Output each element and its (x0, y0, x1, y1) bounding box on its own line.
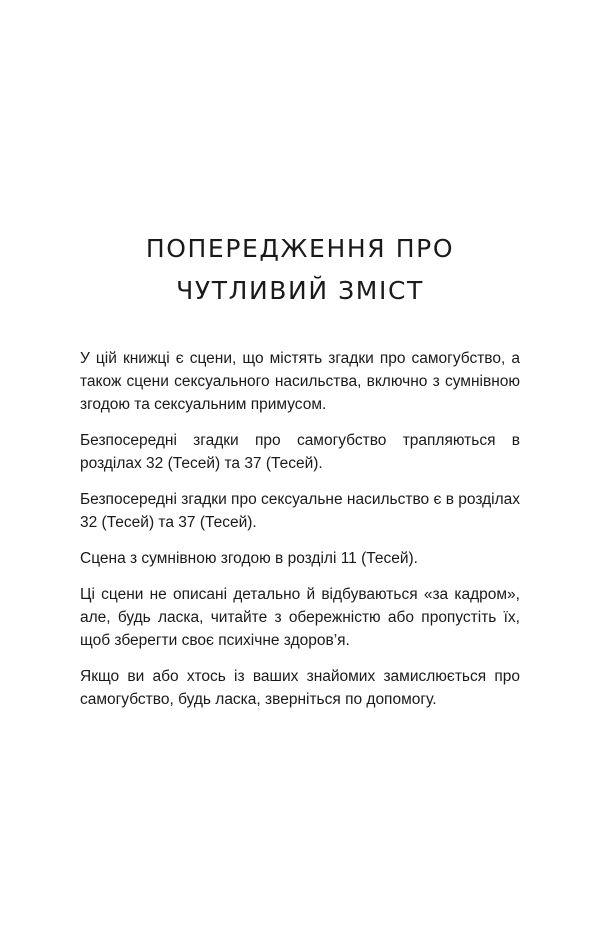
page-title-line-2: ЧУТЛИВИЙ ЗМІСТ (176, 276, 424, 305)
paragraph-violence-chapters: Безпосередні згадки про сексуальне насильство є в розділах 32 (Тесей) та 37 (Тесей). (80, 491, 520, 531)
paragraph-reading-advice: Ці сцени не описані детально й відбуваються «за кадром», але, будь ласка, читайте з обережністю або пропустіть їх, щоб зберегти своє психічне здоров’я. (80, 586, 520, 649)
paragraph-suicide-and-violence: У цій книжці є сцени, що містять згадки про самогубство, а також сцени сексуального насильства, включно з сумнівною згодою та сексуальним примусом. (80, 350, 520, 413)
page-title (60, 228, 540, 312)
page-title-line-1: ПОПЕРЕДЖЕННЯ ПРО (145, 234, 455, 263)
paragraph-suicide-chapters: Безпосередні згадки про самогубство трапляються в розділах 32 (Тесей) та 37 (Тесей). (80, 432, 520, 472)
paragraph-seek-help: Якщо ви або хтось із ваших знайомих замислюється про самогубство, будь ласка, зверніться по допомогу. (80, 668, 520, 708)
content-warning-text (80, 347, 520, 724)
paragraph-dubious-consent: Сцена з сумнівною згодою в розділі 11 (Тесей). (80, 550, 418, 567)
